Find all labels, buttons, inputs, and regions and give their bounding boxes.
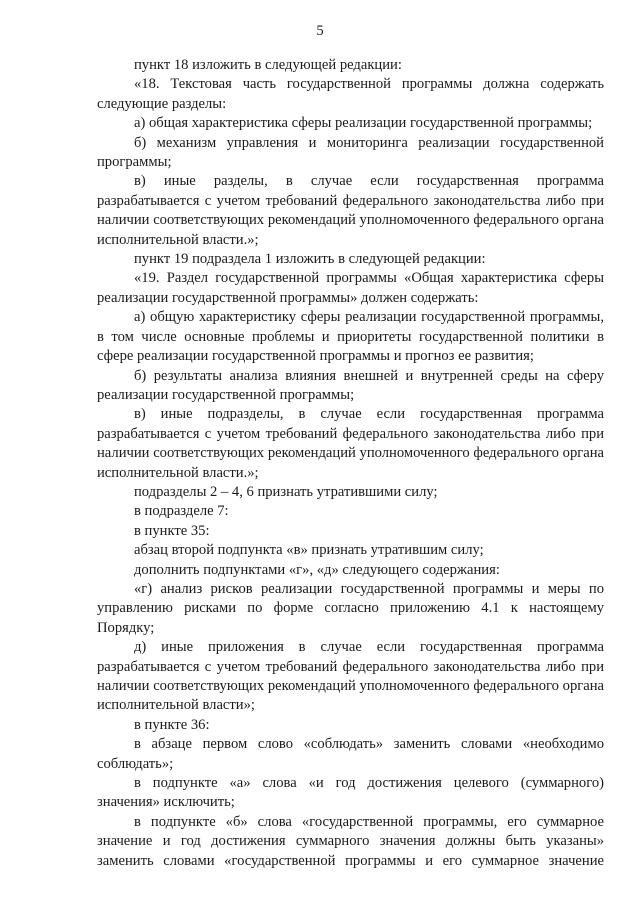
paragraph: дополнить подпунктами «г», «д» следующего содержания: <box>134 561 500 578</box>
paragraph: пункт 18 изложить в следующей редакции: <box>134 57 402 73</box>
paragraph: подразделы 2 – 4, 6 признать утратившими силу; <box>134 483 438 500</box>
paragraph: в пункте 35: <box>134 522 210 539</box>
paragraph: а) общая характеристика сферы реализации государственной программы; <box>134 115 593 132</box>
paragraph: б) механизм управления и мониторинга реализации государственной программы; <box>97 134 604 171</box>
paragraph: пункт 19 подраздела 1 изложить в следующей редакции: <box>134 251 486 268</box>
paragraph: в) иные подразделы, в случае если государственная программа разрабатывается с учетом требований федерального законодательства либо при наличии соответствующих рекомендаций уполномоченного федерального органа исполнительной власти.»; <box>97 406 604 481</box>
paragraph: в пункте 36: <box>134 716 210 733</box>
paragraph: д) иные приложения в случае если государственная программа разрабатывается с учетом требований федерального законодательства либо при наличии соответствующих рекомендаций уполномоченного федерального органа исполнительной власти»; <box>97 639 604 714</box>
paragraph: «19. Раздел государственной программы «Общая характеристика сферы реализации государственной программы» должен содержать: <box>97 270 604 306</box>
paragraph: в подпункте «б» слова «государственной программы, его суммарное значение и год достижения суммарного значения должны быть указаны» заменить словами «государственной программы и его суммарное значение <box>97 813 604 869</box>
paragraph: в абзаце первом слово «соблюдать» заменить словами «необходимо соблюдать»; <box>97 736 604 772</box>
paragraph: б) результаты анализа влияния внешней и внутренней среды на сферу реализации государственной программы; <box>97 367 604 403</box>
page-number: 5 <box>316 23 324 39</box>
paragraph: абзац второй подпункта «в» признать утратившим силу; <box>134 542 484 559</box>
paragraph: а) общую характеристику сферы реализации государственной программы, в том числе основные проблемы и приоритеты государственной политики в сфере реализации государственной программы и прогноз ее развития; <box>97 309 604 365</box>
paragraph: в подпункте «а» слова «и год достижения целевого (суммарного) значения» исключить; <box>97 775 604 811</box>
paragraph: «18. Текстовая часть государственной программы должна содержать следующие разделы: <box>97 76 604 112</box>
paragraph: в подразделе 7: <box>134 503 229 520</box>
paragraph: в) иные разделы, в случае если государственная программа разрабатывается с учетом требований федерального законодательства либо при наличии соответствующих рекомендаций уполномоченного федерального органа исполнительной власти.»; <box>97 173 604 248</box>
document-body <box>97 56 604 871</box>
paragraph: «г) анализ рисков реализации государственной программы и меры по управлению рисками по форме согласно приложению 4.1 к настоящему Порядку; <box>97 580 604 636</box>
